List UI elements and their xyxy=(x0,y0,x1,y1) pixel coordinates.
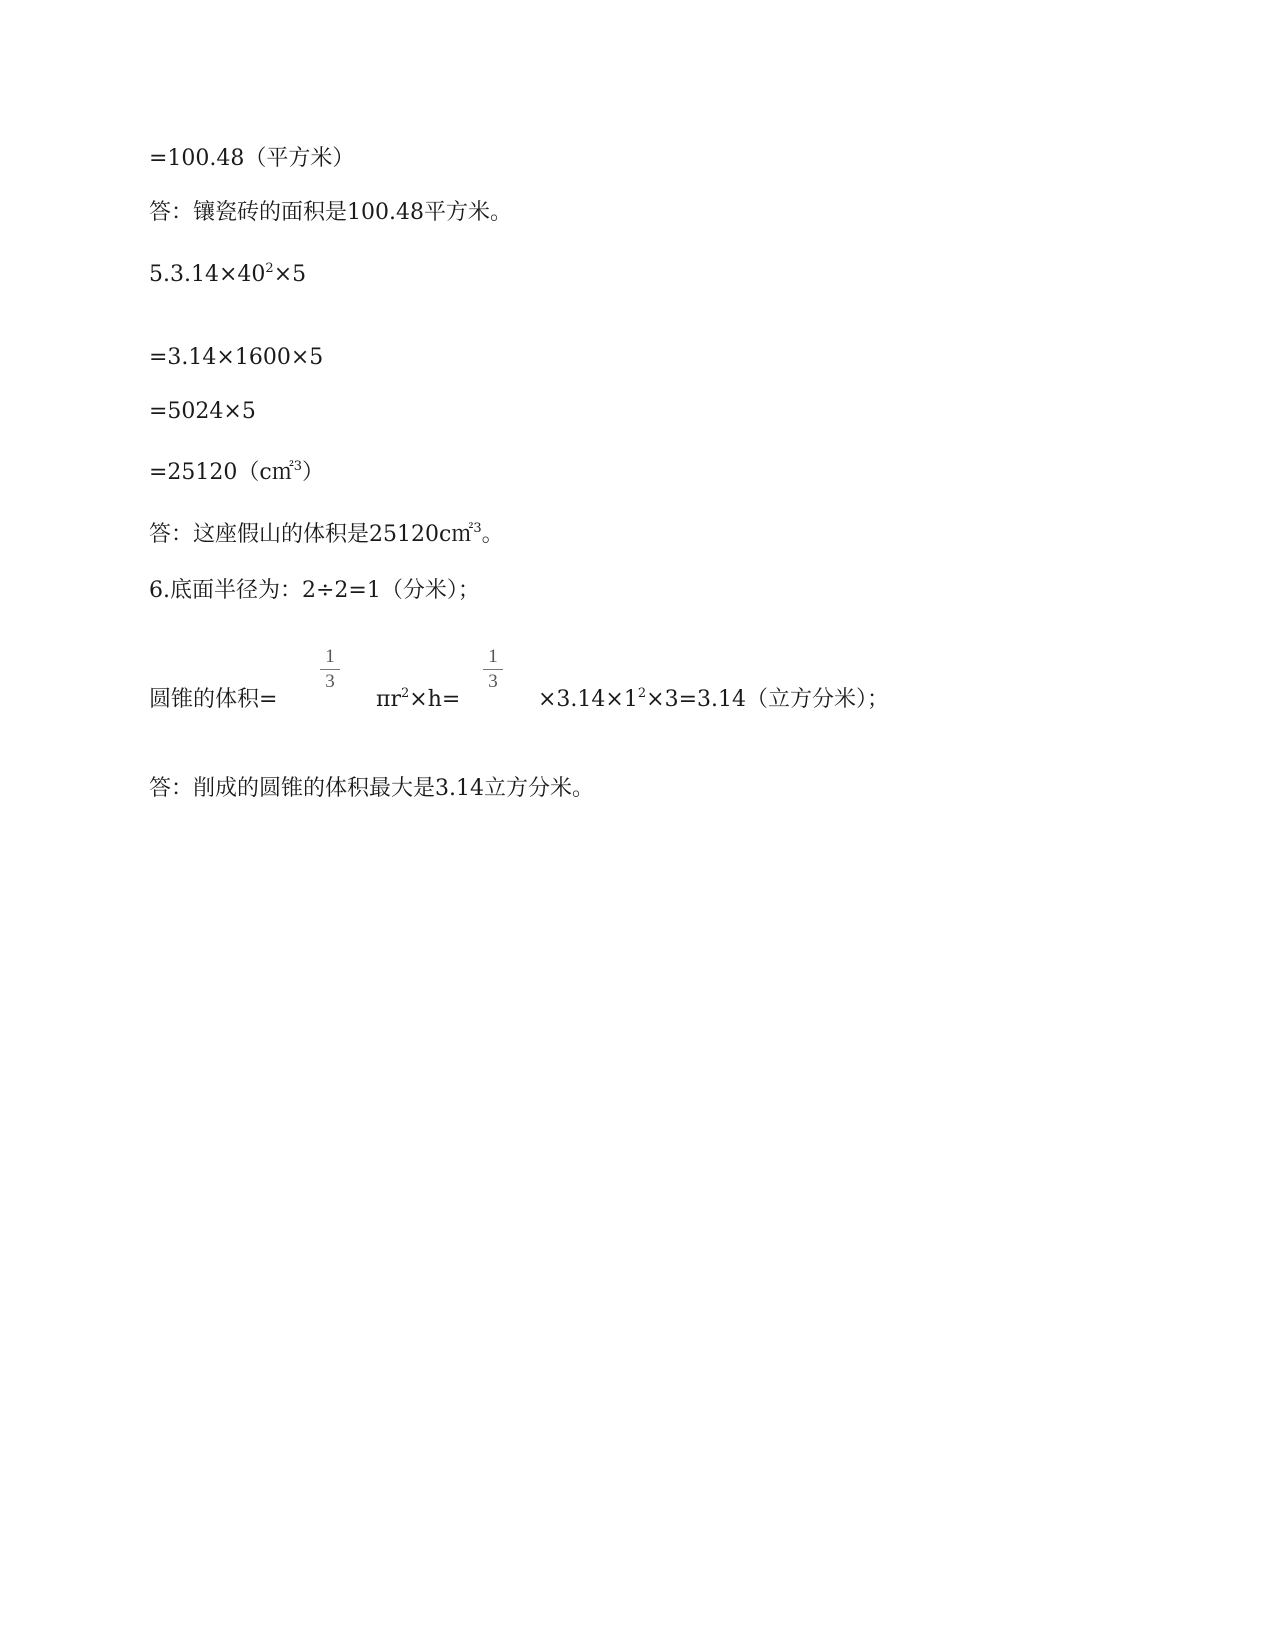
formula-pi-r: πr xyxy=(376,687,401,712)
equation-line-5-step-1: =3.14×1600×5 xyxy=(149,345,324,370)
calc-exponent: 2 xyxy=(637,686,647,701)
formula-r-exponent: 2 xyxy=(400,686,410,701)
eq5-result-part-b: ） xyxy=(302,460,325,485)
answer5-exponent: 3 xyxy=(473,521,482,536)
fraction-1-bar xyxy=(320,669,340,670)
equation-line-5-start xyxy=(149,261,306,289)
fraction-1-numerator: 1 xyxy=(325,646,335,667)
equation-line-5-step-2: =5024×5 xyxy=(149,399,256,424)
fraction-2-denominator: 3 xyxy=(488,671,498,692)
formula-times-h: ×h= xyxy=(409,687,461,712)
eq5-result-part-a: =25120（c㎡ xyxy=(149,460,294,485)
eq5-result-exponent: 3 xyxy=(293,459,303,474)
cone-volume-formula xyxy=(376,686,460,714)
fraction-2-bar xyxy=(483,669,503,670)
answer-line-1: 答：镶瓷砖的面积是100.48平方米。 xyxy=(149,200,512,225)
eq5-part-b: ×5 xyxy=(273,262,307,287)
answer5-part-b: 。 xyxy=(481,522,504,547)
cone-volume-calculation xyxy=(538,686,889,714)
cone-volume-label: 圆锥的体积= xyxy=(149,687,278,712)
fraction-one-third-1 xyxy=(320,646,340,693)
equation-line-1: =100.48（平方米） xyxy=(149,146,355,171)
answer-line-5 xyxy=(149,521,504,549)
fraction-one-third-2 xyxy=(483,646,503,693)
eq5-part-a: 5.3.14×40 xyxy=(149,262,266,287)
calc-part-a: ×3.14×1 xyxy=(538,687,638,712)
fraction-1-denominator: 3 xyxy=(325,671,335,692)
answer5-part-a: 答：这座假山的体积是25120c㎡ xyxy=(149,522,474,547)
fraction-2-numerator: 1 xyxy=(488,646,498,667)
eq5-exponent: 2 xyxy=(265,261,274,276)
problem-6-line-1: 6.底面半径为：2÷2=1（分米）； xyxy=(149,578,480,603)
calc-part-b: ×3=3.14（立方分米）； xyxy=(646,687,889,712)
equation-line-5-result xyxy=(149,459,324,487)
answer-line-6: 答：削成的圆锥的体积最大是3.14立方分米。 xyxy=(149,776,594,801)
